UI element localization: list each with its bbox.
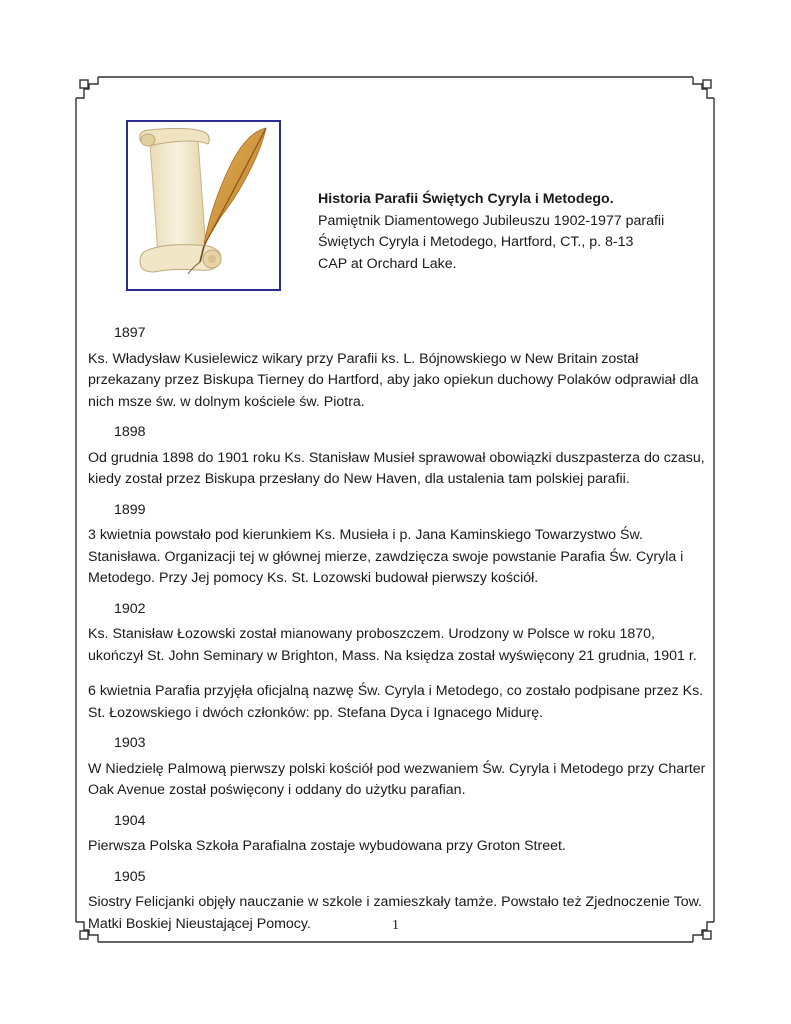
scroll-quill-icon	[128, 122, 279, 289]
entry-paragraph: 6 kwietnia Parafia przyjęła oficjalną nazwę Św. Cyryla i Metodego, co zostało podpisane przez Ks. St. Łozowskiego i dwóch członków: pp. Stefana Dyca i Ignacego Midurę.	[88, 683, 704, 721]
year-heading: 1905	[114, 868, 146, 885]
page-number: 1	[392, 918, 399, 933]
header-image	[126, 120, 281, 291]
year-heading: 1899	[114, 501, 146, 518]
year-heading: 1904	[114, 812, 146, 829]
corner-ornament-top-right	[693, 77, 714, 98]
citation-line: Świętych Cyryla i Metodego, Hartford, CT., p. 8-13	[318, 234, 634, 250]
corner-ornament-top-left	[76, 77, 98, 98]
chronology	[88, 323, 706, 944]
entry-paragraph: Od grudnia 1898 do 1901 roku Ks. Stanisław Musieł sprawował obowiązki duszpasterza do czasu, kiedy został przez Biskupa przesłany do New Haven, dla ustalenia tam polskiej parafii.	[88, 449, 705, 487]
citation-line: CAP at Orchard Lake.	[318, 255, 457, 272]
year-heading: 1897	[114, 325, 146, 341]
entry-paragraph: 3 kwietnia powstało pod kierunkiem Ks. Musieła i p. Jana Kaminskiego Towarzystwo Św. Stanisława. Organizacji tej w głównej mierze, zawdzięcza swoje powstanie Parafia Św. Cyryla i Metodego. Przy Jej pomocy Ks. St. Lozowski budował pierwszy kościół.	[88, 527, 684, 586]
entry-paragraph: Siostry Felicjanki objęły nauczanie w szkole i zamieszkały tamże. Powstało też Zjednoczenie Tow. Matki Boskiej Nieustającej Pomocy.	[88, 894, 703, 932]
citation-title: Historia Parafii Świętych Cyryla i Metodego.	[318, 191, 614, 207]
entry-paragraph: Ks. Władysław Kusielewicz wikary przy Parafii ks. L. Bójnowskiego w New Britain został przekazany przez Biskupa Tierney do Hartford, aby jako opiekun duchowy Polaków odprawiał dla nich msze św. w dolnym kościele św. Piotra.	[88, 350, 699, 410]
source-citation	[318, 189, 738, 275]
entry-paragraph: Ks. Stanisław Łozowski został mianowany proboszczem. Urodzony w Polsce w roku 1870, ukończył St. John Seminary w Brighton, Mass. Na księdza został wyświęcony 21 grudnia, 1901 r.	[88, 626, 697, 664]
entry-paragraph: Pierwsza Polska Szkoła Parafialna zostaje wybudowana przy Groton Street.	[88, 838, 566, 854]
year-heading: 1902	[114, 600, 146, 617]
year-heading: 1898	[114, 424, 146, 440]
citation-line: Pamiętnik Diamentowego Jubileuszu 1902-1977 parafii	[318, 212, 665, 229]
entry-paragraph: W Niedzielę Palmową pierwszy polski kościół pod wezwaniem Św. Cyryla i Metodego przy Charter Oak Avenue został poświęcony i oddany do użytku parafian.	[88, 760, 706, 798]
year-heading: 1903	[114, 735, 146, 751]
